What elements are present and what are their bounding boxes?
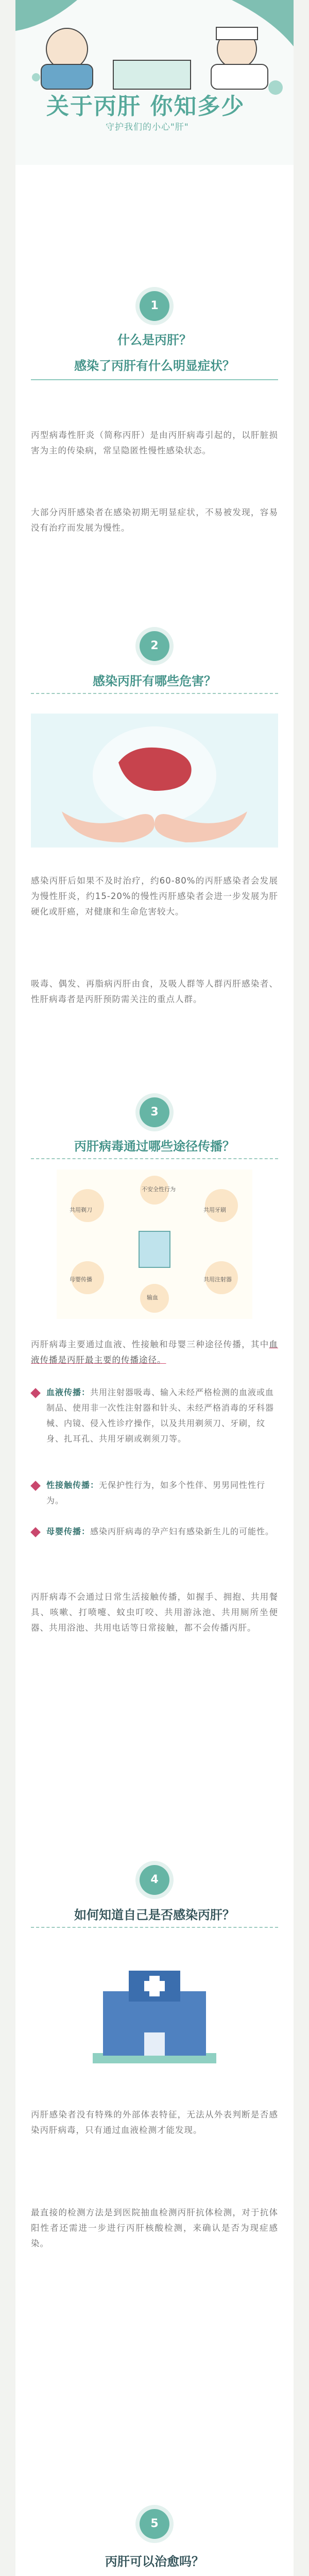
section-3-number: 3 — [140, 1097, 169, 1127]
section-2-question: 感染丙肝有哪些危害？ — [93, 674, 216, 688]
bullet-mother-child — [46, 1524, 278, 1539]
section-3-dashed-line — [31, 1158, 278, 1159]
bullet-icon — [30, 1481, 41, 1491]
section-3-paragraph-last: 丙肝病毒不会通过日常生活接触传播，如握手、拥抱、共用餐具、咳嗽、打喷嚏、蚊虫叮咬、共用游泳池、共用厕所坐便器、共用浴池、共用电话等日常接触，都不会传播丙肝。 — [31, 1592, 278, 1633]
section-4-dashed-line — [31, 1927, 278, 1928]
illus-label-6: 输血 — [147, 1294, 158, 1301]
bullet-mother-child-text: 感染丙肝病毒的孕产妇有感染新生儿的可能性。 — [90, 1527, 274, 1536]
page-subtitle: 守护我们的小心"肝" — [106, 122, 189, 132]
bullet-icon — [30, 1388, 41, 1398]
page-title: 关于丙肝 你知多少 — [46, 93, 245, 120]
hospital-illustration — [93, 1960, 216, 2063]
illus-label-4: 母婴传播 — [70, 1276, 92, 1283]
section-1-paragraph-1: 丙型病毒性肝炎（简称丙肝）是由丙肝病毒引起的，以肝脏损害为主的传染病，常呈隐匿性慢性感染状态。 — [31, 430, 278, 455]
bullet-blood — [46, 1385, 278, 1447]
section-1-paragraph-2: 大部分丙肝感染者在感染初期无明显症状，不易被发现，容易没有治疗而发展为慢性。 — [31, 507, 278, 533]
section-3-intro — [31, 1337, 278, 1368]
section-5-question-line1: 丙肝可以治愈吗？ — [105, 2554, 204, 2569]
section-2-number: 2 — [140, 631, 169, 661]
section-4-paragraph-2: 最直接的检测方法是到医院抽血检测丙肝抗体检测，对于抗体阳性者还需进一步进行丙肝核酸检测，来确认是否为现症感染。 — [31, 2208, 278, 2248]
bullet-mother-child-label: 母婴传播： — [46, 1527, 91, 1536]
section-4-paragraph-1: 丙肝感染者没有特殊的外部体表特征，无法从外表判断是否感染丙肝病毒，只有通过血液检测才能发现。 — [31, 2110, 278, 2135]
section-4-number: 4 — [140, 1865, 169, 1895]
section-2-paragraph-2: 吸毒、偶发、再脂病丙肝由食，及吸人群等人群丙肝感染者、性肝病毒者是丙肝预防需关注的重点人群。 — [31, 979, 278, 1004]
illus-label-5: 共用注射器 — [203, 1276, 232, 1283]
section-2-dashed-line — [31, 693, 278, 694]
section-1-question-line1: 什么是丙肝？ — [117, 333, 192, 347]
section-5-number: 5 — [140, 2509, 169, 2539]
doctor-patient-illustration — [21, 13, 288, 90]
bullet-sexual — [46, 1478, 278, 1509]
bullet-sexual-text: 无保护性行为，如多个性伴、男男同性性行为。 — [46, 1480, 266, 1505]
bullet-blood-text: 共用注射器吸毒、输入未经严格检测的血液或血制品、使用非一次性注射器和针头、未经严格消毒的牙科器械、内镜、侵入性诊疗操作，以及共用剃须刀、牙刷，纹身、扎耳孔、共用牙刷或剃须刀等。 — [46, 1387, 274, 1444]
section-1-number: 1 — [140, 291, 169, 321]
section-2-paragraph-1: 感染丙肝后如果不及时治疗，约60-80%的丙肝感染者会发展为慢性肝炎，约15-20%的慢性丙肝感染者会进一步发展为肝硬化或肝癌，对健康和生命危害较大。 — [31, 876, 278, 917]
illus-label-3: 不安全性行为 — [142, 1186, 176, 1193]
illus-label-1: 共用剃刀 — [70, 1207, 92, 1213]
section-3-question: 丙肝病毒通过哪些途径传播？ — [74, 1139, 235, 1154]
article-page — [15, 0, 294, 2576]
section-3-intro-emphasis: 血液传播是丙肝最主要的传播途径。 — [31, 1340, 278, 1365]
bullet-sexual-label: 性接触传播： — [46, 1480, 99, 1490]
liver-in-hands-illustration — [31, 714, 278, 848]
section-4-question: 如何知道自己是否感染丙肝？ — [74, 1908, 235, 1922]
bullet-blood-label: 血液传播： — [46, 1387, 91, 1397]
bullet-icon — [30, 1527, 41, 1537]
section-1-underline — [31, 379, 278, 380]
illus-label-2: 共用牙刷 — [203, 1207, 226, 1213]
section-3-intro-plain: 丙肝病毒主要通过血液、性接触和母婴三种途径传播，其中 — [31, 1340, 269, 1349]
section-1-question-line2: 感染了丙肝有什么明显症状？ — [74, 359, 235, 373]
